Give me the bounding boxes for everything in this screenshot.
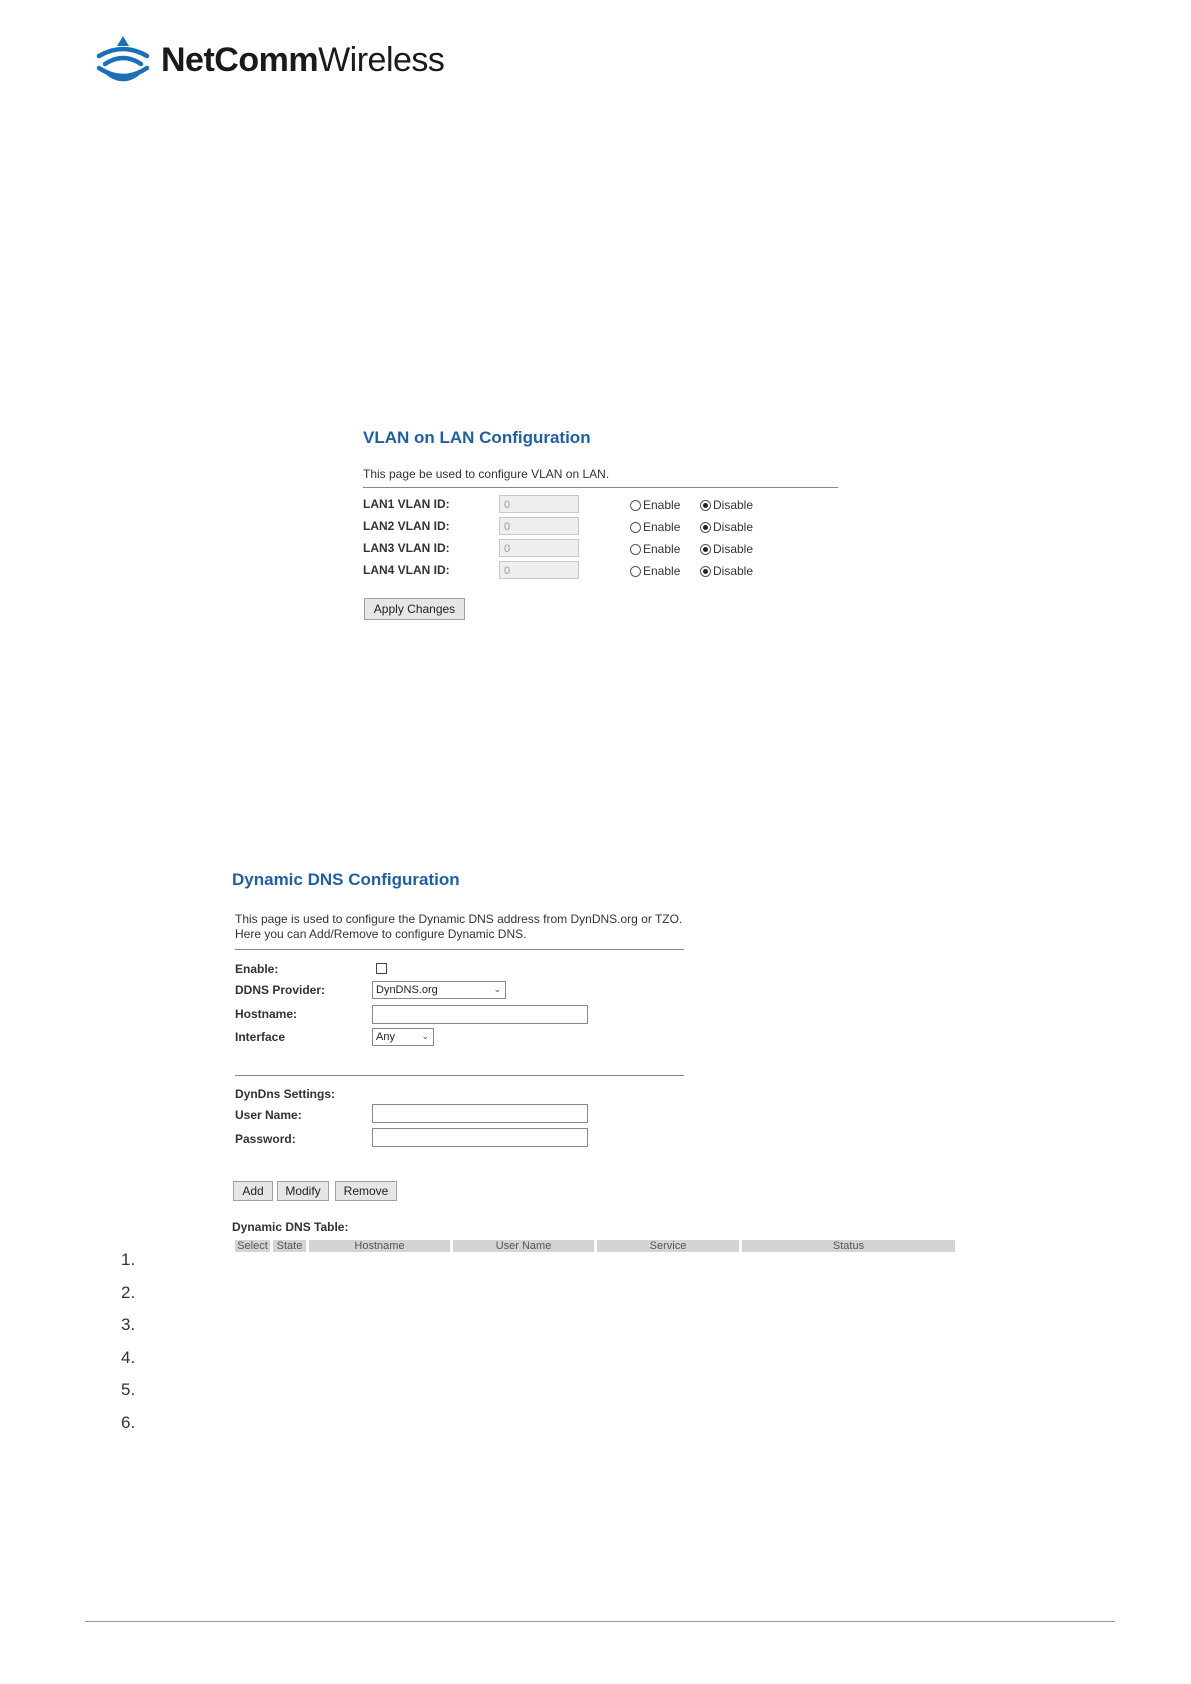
lan1-enable-radio[interactable]: Enable: [630, 498, 680, 512]
radio-selected-icon: [700, 566, 711, 577]
step-number: 2.: [121, 1282, 136, 1302]
ddns-page-title: Dynamic DNS Configuration: [232, 870, 460, 889]
lan3-vlan-id-input[interactable]: 0: [499, 539, 579, 557]
radio-icon: [630, 544, 641, 555]
ddns-table-header: [235, 1240, 960, 1253]
lan3-disable-radio[interactable]: Disable: [700, 542, 753, 556]
vlan-row-lan2: [363, 515, 843, 537]
vlan-row-label: LAN2 VLAN ID:: [363, 519, 450, 533]
vlan-row-label: LAN4 VLAN ID:: [363, 563, 450, 577]
vlan-config-panel: [363, 428, 843, 628]
vlan-row-label: LAN1 VLAN ID:: [363, 497, 450, 511]
step-number: 6.: [121, 1412, 136, 1432]
lan4-vlan-id-input[interactable]: 0: [499, 561, 579, 579]
step-number: 5.: [121, 1380, 136, 1399]
footer-divider: [85, 1621, 1115, 1622]
interface-value: Any: [376, 1031, 395, 1043]
lan4-enable-radio[interactable]: Enable: [630, 564, 680, 578]
ddns-divider-bottom: [235, 1075, 684, 1076]
password-label: Password:: [235, 1132, 296, 1146]
chevron-down-icon: ⌄: [493, 984, 501, 994]
step-number: 3.: [121, 1315, 136, 1334]
radio-selected-icon: [700, 544, 711, 555]
lan2-disable-radio[interactable]: Disable: [700, 520, 753, 534]
ddns-enable-checkbox[interactable]: [376, 963, 387, 974]
lan1-disable-radio[interactable]: Disable: [700, 498, 753, 512]
step-number: 1.: [121, 1250, 136, 1269]
remove-button[interactable]: Remove: [335, 1181, 397, 1201]
ddns-provider-label: DDNS Provider:: [235, 983, 326, 997]
ddns-config-panel: [232, 870, 962, 1260]
lan2-vlan-id-input[interactable]: 0: [499, 517, 579, 535]
ddns-provider-select[interactable]: [372, 981, 506, 999]
column-header-username: User Name: [453, 1240, 594, 1252]
radio-icon: [630, 522, 641, 533]
interface-label: Interface: [235, 1030, 286, 1044]
chevron-down-icon: ⌄: [421, 1031, 429, 1041]
vlan-row-lan4: [363, 559, 843, 581]
hostname-label: Hostname:: [235, 1007, 298, 1021]
modify-button[interactable]: Modify: [277, 1181, 329, 1201]
ddns-enable-label: Enable:: [235, 962, 279, 976]
radio-selected-icon: [700, 500, 711, 511]
vlan-row-lan1: [363, 493, 843, 515]
vlan-divider: [363, 487, 838, 488]
lan2-enable-radio[interactable]: Enable: [630, 520, 680, 534]
vlan-row-lan3: [363, 537, 843, 559]
lan1-vlan-id-input[interactable]: 0: [499, 495, 579, 513]
column-header-hostname: Hostname: [309, 1240, 450, 1252]
add-button[interactable]: Add: [233, 1181, 273, 1201]
wireless-waves-icon: [93, 34, 153, 86]
column-header-status: Status: [742, 1240, 955, 1252]
hostname-input[interactable]: [372, 1005, 588, 1024]
vlan-row-label: LAN3 VLAN ID:: [363, 541, 450, 555]
username-label: User Name:: [235, 1108, 302, 1122]
ddns-provider-value: DynDNS.org: [376, 984, 438, 996]
numbered-steps: [121, 1250, 135, 1445]
ddns-divider-top: [235, 949, 684, 950]
username-input[interactable]: [372, 1104, 588, 1123]
column-header-select: Select: [235, 1240, 270, 1252]
vlan-description: This page be used to configure VLAN on LAN.: [363, 467, 610, 481]
radio-icon: [630, 566, 641, 577]
lan3-enable-radio[interactable]: Enable: [630, 542, 680, 556]
radio-icon: [630, 500, 641, 511]
brand-name: NetCommWireless: [161, 40, 445, 79]
ddns-table-title: Dynamic DNS Table:: [232, 1220, 349, 1234]
ddns-description-line1: This page is used to configure the Dynamic DNS address from DynDNS.org or TZO.: [235, 912, 683, 926]
interface-select[interactable]: [372, 1028, 434, 1046]
column-header-state: State: [273, 1240, 306, 1252]
lan4-disable-radio[interactable]: Disable: [700, 564, 753, 578]
password-input[interactable]: [372, 1128, 588, 1147]
dyndns-settings-heading: DynDns Settings:: [235, 1087, 336, 1101]
step-number: 4.: [121, 1347, 136, 1367]
radio-selected-icon: [700, 522, 711, 533]
apply-changes-button[interactable]: Apply Changes: [364, 598, 465, 620]
ddns-description-line2: Here you can Add/Remove to configure Dynamic DNS.: [235, 927, 527, 941]
netcomm-logo: [93, 34, 444, 86]
vlan-page-title: VLAN on LAN Configuration: [363, 428, 591, 447]
column-header-service: Service: [597, 1240, 739, 1252]
